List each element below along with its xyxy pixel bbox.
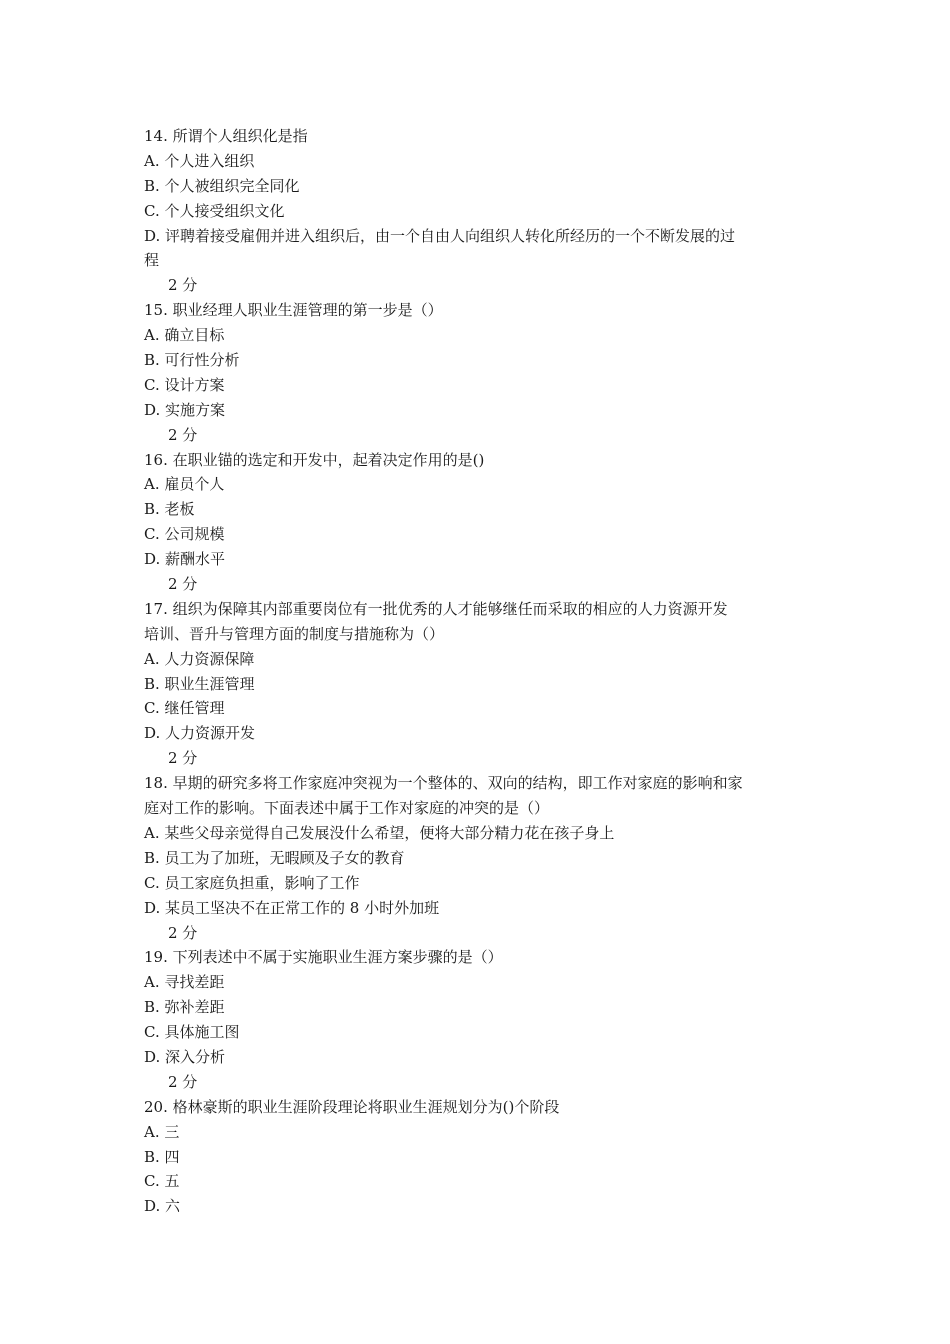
answer-option: B. 老板 xyxy=(144,500,195,519)
question-block xyxy=(144,124,812,298)
answer-option: A. 寻找差距 xyxy=(144,973,225,992)
question-score: 2 分 xyxy=(168,1072,198,1091)
document-page xyxy=(144,124,812,1219)
question-score: 2 分 xyxy=(168,575,198,594)
answer-option: B. 四 xyxy=(144,1147,180,1166)
answer-option: B. 可行性分析 xyxy=(144,351,240,370)
question-block xyxy=(144,771,812,945)
question-block xyxy=(144,298,812,447)
question-score: 2 分 xyxy=(168,749,198,768)
answer-option: D. 六 xyxy=(144,1197,181,1216)
question-stem: 19. 下列表述中不属于实施职业生涯方案步骤的是（） xyxy=(144,948,503,967)
question-stem: 18. 早期的研究多将工作家庭冲突视为一个整体的、双向的结构，即工作对家庭的影响和家 xyxy=(144,774,743,793)
answer-option: A. 某些父母亲觉得自己发展没什么希望，便将大部分精力花在孩子身上 xyxy=(144,823,615,842)
answer-option: C. 继任管理 xyxy=(144,699,225,718)
answer-option: A. 个人进入组织 xyxy=(144,151,255,170)
answer-option: D. 评聘着接受雇佣并进入组织后，由一个自由人向组织人转化所经历的一个不断发展的过 xyxy=(144,226,736,245)
answer-option: A. 雇员个人 xyxy=(144,475,225,494)
answer-option: C. 个人接受组织文化 xyxy=(144,201,285,220)
answer-option: 程 xyxy=(144,251,160,270)
question-stem: 培训、晋升与管理方面的制度与措施称为（） xyxy=(144,624,445,643)
question-stem: 14. 所谓个人组织化是指 xyxy=(144,127,308,145)
answer-option: D. 实施方案 xyxy=(144,400,226,419)
answer-option: B. 个人被组织完全同化 xyxy=(144,176,300,195)
answer-option: C. 设计方案 xyxy=(144,375,225,394)
question-score: 2 分 xyxy=(168,276,198,295)
answer-option: D. 薪酬水平 xyxy=(144,550,226,569)
question-score: 2 分 xyxy=(168,923,198,942)
answer-option: C. 具体施工图 xyxy=(144,1023,240,1042)
question-stem: 16. 在职业锚的选定和开发中，起着决定作用的是() xyxy=(144,450,485,469)
question-stem: 20. 格林豪斯的职业生涯阶段理论将职业生涯规划分为()个阶段 xyxy=(144,1097,560,1116)
question-stem: 17. 组织为保障其内部重要岗位有一批优秀的人才能够继任而采取的相应的人力资源开发 xyxy=(144,599,728,618)
answer-option: D. 深入分析 xyxy=(144,1047,226,1066)
question-stem: 庭对工作的影响。下面表述中属于工作对家庭的冲突的是（） xyxy=(144,799,550,818)
answer-option: D. 人力资源开发 xyxy=(144,724,256,743)
answer-option: A. 人力资源保障 xyxy=(144,649,255,668)
question-score: 2 分 xyxy=(168,425,198,444)
question-block xyxy=(144,945,812,1094)
answer-option: A. 确立目标 xyxy=(144,326,225,345)
answer-option: D. 某员工坚决不在正常工作的 8 小时外加班 xyxy=(144,898,440,917)
answer-option: C. 公司规模 xyxy=(144,525,225,544)
answer-option: A. 三 xyxy=(144,1122,180,1141)
answer-option: C. 员工家庭负担重，影响了工作 xyxy=(144,873,360,892)
answer-option: B. 员工为了加班，无暇顾及子女的教育 xyxy=(144,848,405,867)
answer-option: B. 弥补差距 xyxy=(144,998,225,1017)
answer-option: C. 五 xyxy=(144,1172,180,1191)
question-block xyxy=(144,1095,812,1219)
question-stem: 15. 职业经理人职业生涯管理的第一步是（） xyxy=(144,301,443,320)
answer-option: B. 职业生涯管理 xyxy=(144,674,255,693)
question-block xyxy=(144,597,812,771)
question-block xyxy=(144,448,812,597)
